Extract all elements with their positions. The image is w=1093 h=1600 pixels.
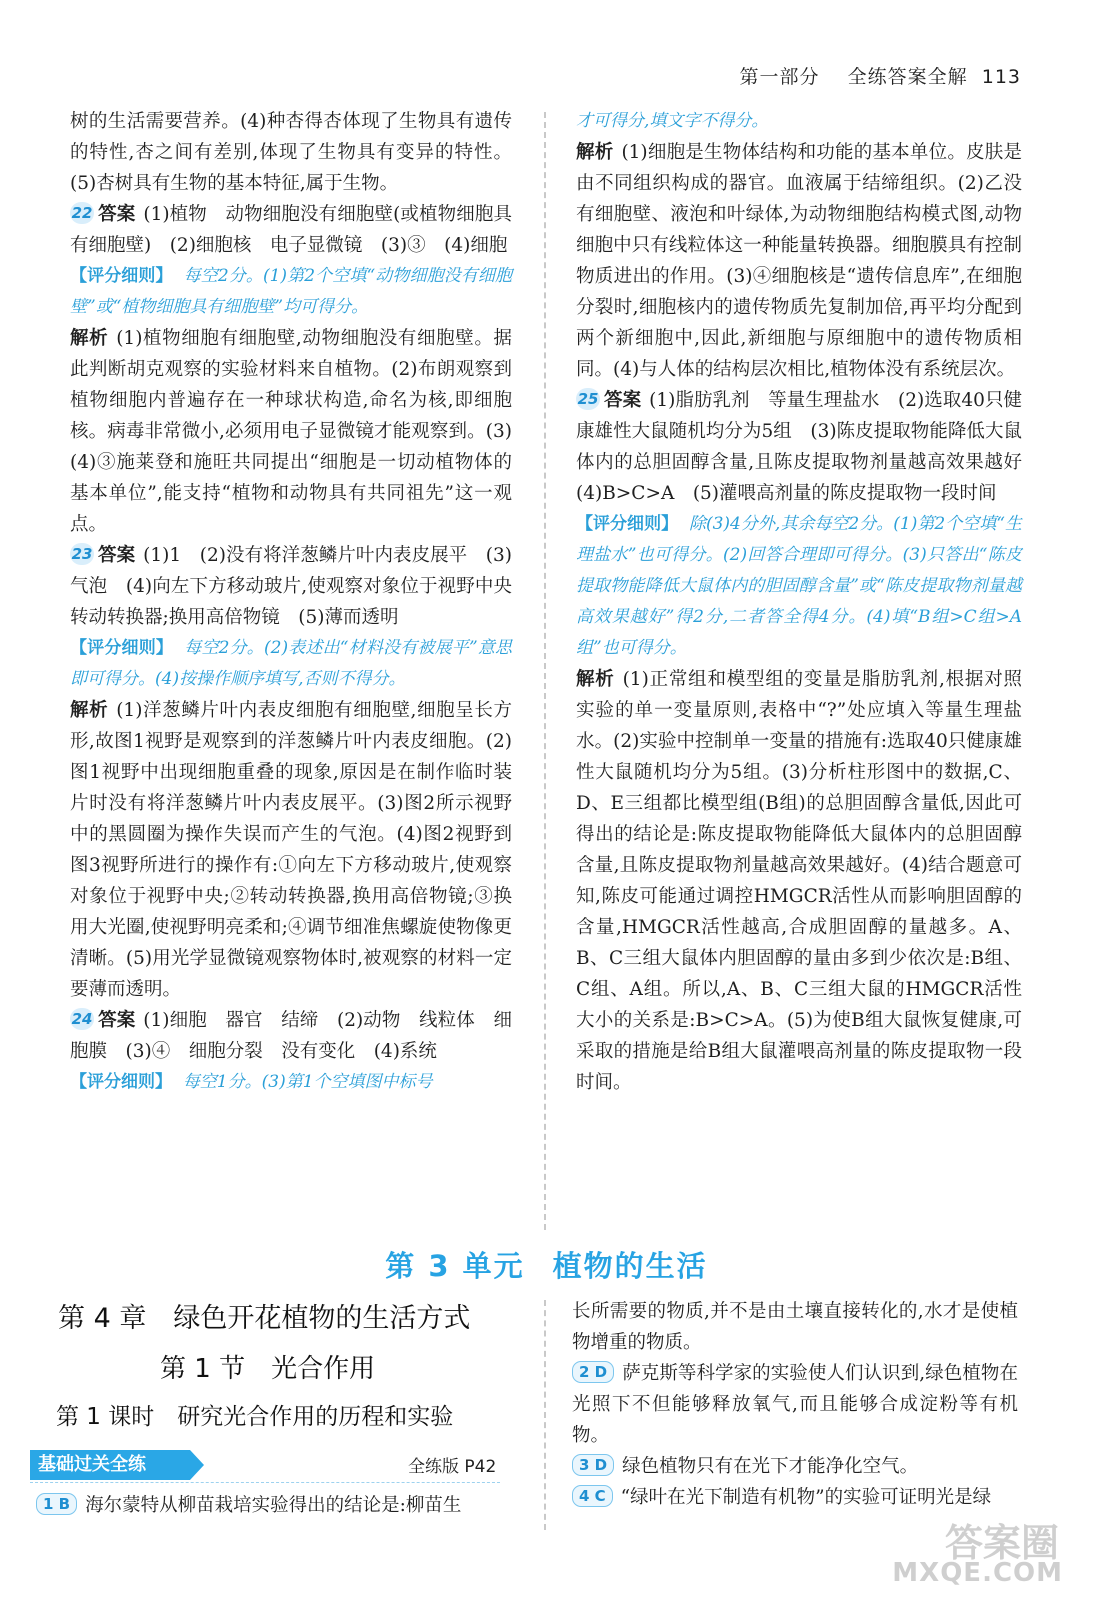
q24-rubric-text: 每空1分。(3)第1个空填图中标号: [182, 1072, 433, 1092]
question-number-24: 24: [71, 1010, 93, 1028]
question-number-23: 23: [71, 545, 93, 563]
q4-item: [572, 1482, 1018, 1513]
answer-label: 答案: [98, 545, 136, 566]
header-title: 全练答案全解: [847, 66, 968, 88]
q25-answer: [576, 385, 1041, 509]
question-number-22: 22: [71, 204, 93, 222]
unit-name: 植物的生活: [552, 1249, 708, 1283]
answer-label: 答案: [604, 390, 642, 411]
q2-item: [572, 1358, 1018, 1451]
q3-text: 绿色植物只有在光下才能净化空气。: [622, 1456, 919, 1477]
lesson-title: 第 1 课时 研究光合作用的历程和实验: [56, 1404, 454, 1430]
q23-explanation-text: (1)洋葱鳞片叶内表皮细胞有细胞壁,细胞呈长方形,故图1视野是观察到的洋葱鳞片叶内表皮细胞。(2)图1视野中出现细胞重叠的现象,原因是在制作临时装片时没有将洋葱鳞片叶内表皮展平。(3)图2所示视野中的黑圆圈为操作失误而产生的气泡。(4)图2视野到图3视野所进行的操作有:①向左下方移动玻片,使观察对象位于视野中央;②转动转换器,换用高倍物镜;③换用大光圈,使视野明亮柔和;④调节细准焦螺旋使物像更清晰。(5)用光学显微镜观察物体时,被观察的材料一定要薄而透明。: [70, 700, 512, 1000]
rubric-tag: 【评分细则】: [70, 1072, 172, 1092]
q23-rubric: [70, 633, 512, 695]
q25-rubric-text: 除(3)4分外,其余每空2分。(1)第2个空填“生理盐水”也可得分。(2)回答合理即可得分。(3)只答出“陈皮提取物能降低大鼠体内的胆固醇含量”或“陈皮提取物剂量越高效果越好”得2分,二者答全得4分。(4)填“B组>C组>A组”也可得分。: [576, 514, 1022, 658]
q22-answer: [70, 199, 512, 261]
q25-rubric: [576, 509, 1022, 664]
choice-code-4: 4 C: [572, 1485, 613, 1507]
q4-text: “绿叶在光下制造有机物”的实验可证明光是绿: [620, 1487, 992, 1508]
dashed-rule: [30, 1482, 500, 1483]
q1-continued: 长所需要的物质,并不是由土壤直接转化的,水才是使植物增重的物质。: [572, 1301, 1018, 1353]
watermark-line1: 答案圈: [944, 1521, 1059, 1565]
section-title: 第 1 节 光合作用: [160, 1354, 376, 1384]
choice-code-1: 1 B: [36, 1493, 77, 1515]
column-divider: [544, 112, 546, 1230]
q3-item: [572, 1451, 1018, 1482]
q22-rubric-text: 每空2分。(1)第2个空填“动物细胞没有细胞壁”或“植物细胞具有细胞壁”均可得分。: [70, 266, 513, 317]
q23-explanation: [70, 695, 512, 1005]
left-column: [70, 106, 531, 1098]
rubric-tag: 【评分细则】: [576, 514, 679, 534]
q22-answer-text: (1)植物 动物细胞没有细胞壁(或植物细胞具有细胞壁) (2)细胞核 电子显微镜 (3)③ (4)细胞: [70, 204, 512, 256]
chapter-title: 第 4 章 绿色开花植物的生活方式: [58, 1303, 471, 1334]
choice-code-3: 3 D: [572, 1454, 614, 1476]
column-divider-bottom: [544, 1300, 546, 1530]
bottom-right-column: [572, 1296, 1018, 1513]
watermark-logo: [873, 1512, 1063, 1592]
q24-rubric-continued: 才可得分,填文字不得分。: [576, 111, 769, 131]
practice-banner: 基础过关全练: [30, 1450, 190, 1480]
explanation-label: 解析: [70, 328, 109, 349]
page-header: [739, 62, 1021, 89]
q1-item: [36, 1490, 506, 1521]
q1-text: 海尔蒙特从柳苗栽培实验得出的结论是:柳苗生: [85, 1495, 462, 1516]
q22-rubric: [70, 261, 512, 323]
q25-answer-text: (1)脂肪乳剂 等量生理盐水 (2)选取40只健康雄性大鼠随机均分为5组 (3)陈皮提取物能降低大鼠体内的总胆固醇含量,且陈皮提取物剂量越高效果越好 (4)B>C>A (5)灌喂高剂量的陈皮提取物一段时间: [576, 390, 1041, 504]
unit-number: 第 3 单元: [385, 1249, 525, 1283]
rubric-tag: 【评分细则】: [70, 638, 174, 658]
continued-text: 树的生活需要营养。(4)种杏得杏体现了生物具有遗传的特性,杏之间有差别,体现了生物具有变异的特性。(5)杏树具有生物的基本特征,属于生物。: [70, 111, 512, 194]
q24-answer: [70, 1005, 512, 1067]
q24-rubric: [70, 1067, 512, 1098]
page-number: 113: [981, 66, 1021, 88]
q22-explanation: [70, 323, 512, 540]
q23-answer: [70, 540, 531, 633]
q22-explanation-text: (1)植物细胞有细胞壁,动物细胞没有细胞壁。据此判断胡克观察的实验材料来自植物。(2)布朗观察到植物细胞内普遍存在一种球状构造,命名为核,即细胞核。病毒非常微小,必须用电子显微镜才能观察到。(3)(4)③施莱登和施旺共同提出“细胞是一切动植物体的基本单位”,能支持“植物和动物具有共同祖先”这一观点。: [70, 328, 512, 535]
q25-explanation: [576, 664, 1022, 1098]
answer-label: 答案: [98, 204, 136, 225]
q2-text: 萨克斯等科学家的实验使人们认识到,绿色植物在光照下不但能够释放氧气,而且能够合成淀粉等有机物。: [572, 1363, 1018, 1446]
question-number-25: 25: [577, 390, 599, 408]
q23-answer-text: (1)1 (2)没有将洋葱鳞片叶内表皮展平 (3)气泡 (4)向左下方移动玻片,使观察对象位于视野中央 转动转换器;换用高倍物镜 (5)薄而透明: [70, 545, 531, 628]
explanation-label: 解析: [576, 142, 614, 163]
watermark-line2: MXQE.COM: [892, 1558, 1063, 1588]
choice-code-2: 2 D: [572, 1361, 614, 1383]
q24-answer-text: (1)细胞 器官 结缔 (2)动物 线粒体 细胞膜 (3)④ 细胞分裂 没有变化 (4)系统: [70, 1010, 512, 1062]
version-reference: 全练版 P42: [408, 1457, 497, 1477]
q24-explanation: [576, 137, 1022, 385]
right-column: [576, 106, 1041, 1098]
rubric-tag: 【评分细则】: [70, 266, 173, 286]
q24-explanation-text: (1)细胞是生物体结构和功能的基本单位。皮肤是由不同组织构成的器官。血液属于结缔组织。(2)乙没有细胞壁、液泡和叶绿体,为动物细胞结构模式图,动物细胞中只有线粒体这一种能量转换器。细胞膜具有控制物质进出的作用。(3)④细胞核是“遗传信息库”,在细胞分裂时,细胞核内的遗传物质先复制加倍,再平均分配到两个新细胞中,因此,新细胞与原细胞中的遗传物质相同。(4)与人体的结构层次相比,植物体没有系统层次。: [576, 142, 1022, 380]
explanation-label: 解析: [576, 669, 615, 690]
header-section: 第一部分: [739, 66, 820, 88]
answer-label: 答案: [98, 1010, 136, 1031]
explanation-label: 解析: [70, 700, 109, 721]
unit-heading: [0, 1244, 1093, 1285]
q25-explanation-text: (1)正常组和模型组的变量是脂肪乳剂,根据对照实验的单一变量原则,表格中“?”处应填入等量生理盐水。(2)实验中控制单一变量的措施有:选取40只健康雄性大鼠随机均分为5组。(3)分析柱形图中的数据,C、D、E三组都比模型组(B组)的总胆固醇含量低,因此可得出的结论是:陈皮提取物能降低大鼠体内的总胆固醇含量,且陈皮提取物剂量越高效果越好。(4)结合题意可知,陈皮可能通过调控HMGCR活性从而影响胆固醇的含量,HMGCR活性越高,合成胆固醇的量越多。A、B、C三组大鼠体内胆固醇的量由多到少依次是:B组、C组、A组。所以,A、B、C三组大鼠的HMGCR活性大小的关系是:B>C>A。(5)为使B组大鼠恢复健康,可采取的措施是给B组大鼠灌喂高剂量的陈皮提取物一段时间。: [576, 669, 1022, 1093]
q23-rubric-text: 每空2分。(2)表述出“材料没有被展平”意思即可得分。(4)按操作顺序填写,否则不得分。: [70, 638, 512, 689]
